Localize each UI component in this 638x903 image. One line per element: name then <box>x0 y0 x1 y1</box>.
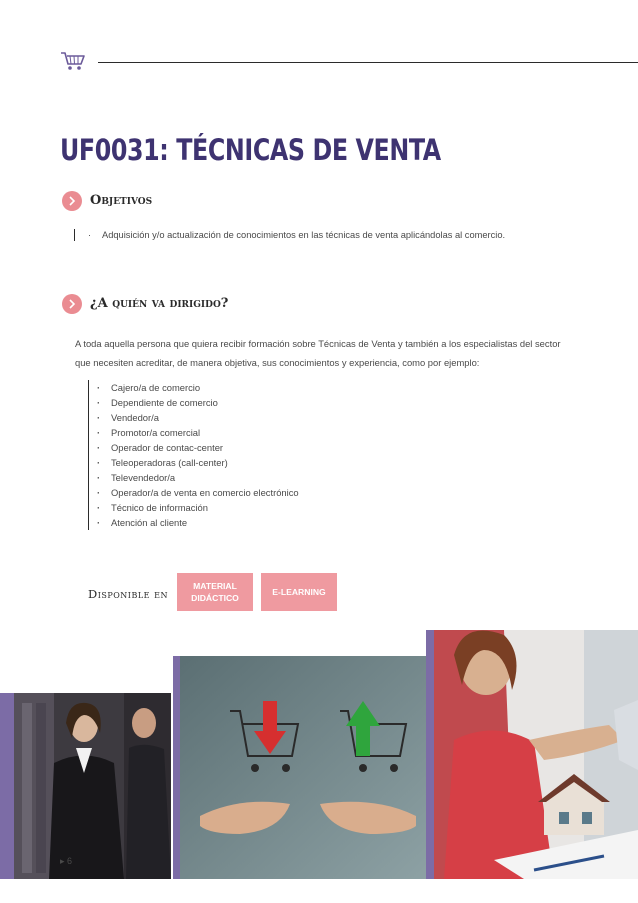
audience-list <box>97 380 299 530</box>
shopping-cart-icon <box>60 50 86 72</box>
list-bar <box>88 380 89 530</box>
objetivos-item-text: Adquisición y/o actualización de conocimientos en las técnicas de venta aplicándolas al comercio. <box>102 230 506 240</box>
list-item: · Operador de contac-center <box>97 440 299 455</box>
page-number-value: 6 <box>67 856 73 866</box>
decor-strip <box>173 656 180 879</box>
chevron-right-icon <box>62 294 82 314</box>
list-item: · Promotor/a comercial <box>97 425 299 440</box>
objetivos-item <box>88 230 505 240</box>
decor-strip <box>0 693 14 879</box>
page-marker: ▸ <box>60 856 65 866</box>
list-item: · Cajero/a de comercio <box>97 380 299 395</box>
photo-shop-assistant <box>14 693 171 879</box>
tag-material-didactico[interactable] <box>177 573 253 611</box>
list-item: · Televendedor/a <box>97 470 299 485</box>
tag-line: DIDÁCTICO <box>191 593 239 603</box>
tag-e-learning[interactable]: E-LEARNING <box>261 573 337 611</box>
list-item: · Dependiente de comercio <box>97 395 299 410</box>
photo-shopping-carts <box>180 656 426 879</box>
list-item: · Teleoperadoras (call-center) <box>97 455 299 470</box>
intro-line: A toda aquella persona que quiera recibir formación sobre Técnicas de Venta y también a los especialistas del sector <box>75 338 561 349</box>
objetivos-bar <box>74 229 75 241</box>
section-heading-dirigido: ¿A quién va dirigido? <box>90 296 229 311</box>
list-item: · Operador/a de venta en comercio electrónico <box>97 485 299 500</box>
dirigido-intro <box>75 334 575 372</box>
tag-line: MATERIAL <box>193 581 237 591</box>
page-number <box>60 856 72 867</box>
page-title: UF0031: TÉCNICAS DE VENTA <box>60 133 441 167</box>
chevron-right-icon <box>62 191 82 211</box>
section-heading-objetivos: Objetivos <box>90 193 153 208</box>
available-label: Disponible en <box>88 587 168 601</box>
list-item: · Atención al cliente <box>97 515 299 530</box>
decor-strip <box>426 630 434 879</box>
intro-line: que necesiten acreditar, de manera objetiva, sus conocimientos y experiencia, como por ejemplo: <box>75 357 480 368</box>
header-rule <box>98 62 638 63</box>
list-item: · Vendedor/a <box>97 410 299 425</box>
photo-handshake-house <box>434 630 638 879</box>
bullet-dot: · <box>88 230 92 240</box>
list-item: · Técnico de información <box>97 500 299 515</box>
